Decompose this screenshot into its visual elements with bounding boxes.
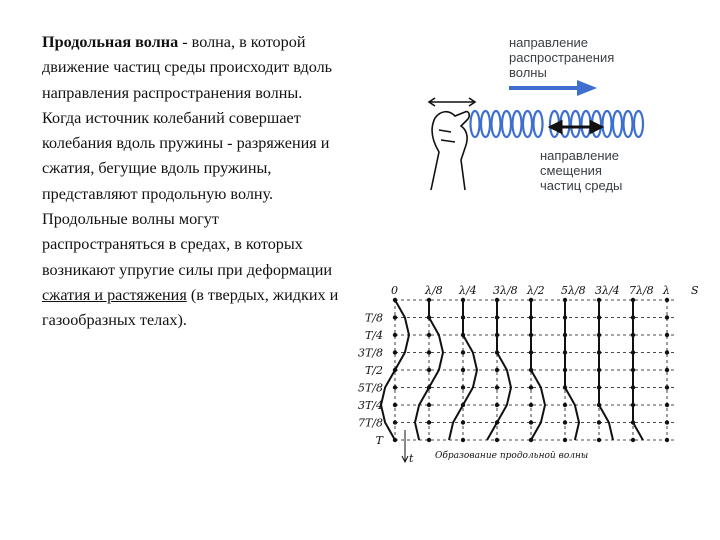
particle-dot (461, 438, 465, 442)
link-compression-tension[interactable]: сжатия и растяжения (42, 285, 187, 304)
spring-coil (513, 111, 522, 137)
y-tick-label: 7T/8 (357, 416, 383, 430)
propagation-arrow-icon (509, 80, 597, 96)
spring-coil (603, 111, 612, 137)
particle-dot (495, 385, 499, 389)
displacement-label-line1: направление (540, 148, 620, 163)
particle-dot (563, 403, 567, 407)
particle-dot (427, 403, 431, 407)
term-longitudinal-wave: Продольная волна (42, 33, 179, 51)
x-tick-label: λ (663, 284, 670, 297)
spring-wave-figure (425, 30, 655, 205)
spring-coil (582, 111, 591, 137)
paragraph-media (42, 207, 342, 333)
propagation-label-line1: направление (509, 35, 589, 50)
displacement-label-line3: частиц среды (540, 178, 623, 193)
spring-coil (481, 111, 490, 137)
x-axis-ticks (391, 284, 699, 297)
particle-dot (393, 350, 397, 354)
particle-dot (461, 385, 465, 389)
particle-dot (665, 298, 669, 302)
x-tick-label: S (691, 284, 699, 297)
wave-formation-diagram (345, 280, 699, 480)
particle-dot (529, 403, 533, 407)
x-tick-label: 3λ/4 (595, 284, 620, 297)
y-tick-label: T/8 (364, 311, 383, 325)
spring-coil (624, 111, 633, 137)
particle-dot (461, 420, 465, 424)
media-text-b: (в твердых, жидких и газообразных телах). (42, 285, 339, 330)
x-tick-label: λ/4 (459, 284, 477, 297)
description-text (42, 30, 342, 334)
particle-dot (597, 420, 601, 424)
particle-dot (665, 420, 669, 424)
diagram-caption: Образование продольной волны (435, 451, 589, 461)
particle-dot (393, 385, 397, 389)
definition-text: - волна, в которой движение частиц среды происходит вдоль направления распространения волны. (42, 33, 333, 102)
spring-coil (634, 111, 643, 137)
y-axis-ticks (358, 312, 385, 448)
particle-dot (427, 438, 431, 442)
particle-dot (461, 350, 465, 354)
particle-dot (529, 385, 533, 389)
y-tick-label: T/4 (364, 329, 383, 342)
x-tick-label: 3λ/8 (493, 284, 518, 297)
spring-coil (534, 111, 543, 137)
particle-dot (461, 368, 465, 372)
propagation-label-line3: волны (509, 65, 547, 80)
x-tick-label: 0 (391, 284, 398, 297)
paragraph-source: Когда источник колебаний совершает колебания вдоль пружины - разряжения и сжатия, бегущие вдоль пружины, представляют продольную волну. (42, 108, 330, 203)
particle-dot (631, 438, 635, 442)
y-tick-label: 3T/8 (357, 346, 383, 360)
paragraph-definition (42, 30, 342, 106)
particle-dot (495, 403, 499, 407)
particle-dot (427, 350, 431, 354)
particle-dot (665, 385, 669, 389)
x-tick-label: λ/8 (425, 284, 443, 297)
x-tick-label: λ/2 (527, 284, 545, 297)
particle-dot (495, 368, 499, 372)
particle-dot (665, 333, 669, 337)
particle-dot (393, 315, 397, 319)
y-tick-label: 5T/8 (357, 381, 383, 395)
t-axis-label: t (409, 452, 414, 465)
particle-dot (665, 368, 669, 372)
propagation-label-line2: распространения (509, 50, 615, 65)
spring-coil (492, 111, 501, 137)
spring-coil (613, 111, 622, 137)
y-tick-label: T/2 (364, 364, 383, 377)
spring-coil (471, 111, 480, 137)
y-tick-label: T (375, 434, 383, 447)
particle-dot (665, 403, 669, 407)
displacement-arrow-icon (551, 122, 601, 132)
x-tick-label: 7λ/8 (629, 284, 654, 297)
particle-dot (393, 403, 397, 407)
particle-dot (665, 438, 669, 442)
media-text-a: Продольные волны могут распространяться в средах, в которых возникают упругие силы при деформации (42, 210, 333, 279)
particle-dot (597, 438, 601, 442)
hand-double-arrow-icon (429, 98, 475, 106)
particle-dot (495, 438, 499, 442)
spring-coil (502, 111, 511, 137)
particle-dot (427, 368, 431, 372)
t-axis-arrow-icon (402, 430, 408, 462)
particle-dot (427, 333, 431, 337)
particle-dot (563, 438, 567, 442)
x-tick-label: 5λ/8 (561, 284, 586, 297)
y-tick-label: 3T/4 (357, 399, 383, 412)
displacement-label-line2: смещения (540, 163, 602, 178)
spring-coil (523, 111, 532, 137)
hand-icon (429, 98, 475, 190)
particle-dot (427, 420, 431, 424)
particle-dot (393, 333, 397, 337)
spring-coil (571, 111, 580, 137)
particle-dot (665, 350, 669, 354)
particle-dot (393, 420, 397, 424)
particle-dot (665, 315, 669, 319)
particle-dot (563, 420, 567, 424)
particle-dot (529, 420, 533, 424)
